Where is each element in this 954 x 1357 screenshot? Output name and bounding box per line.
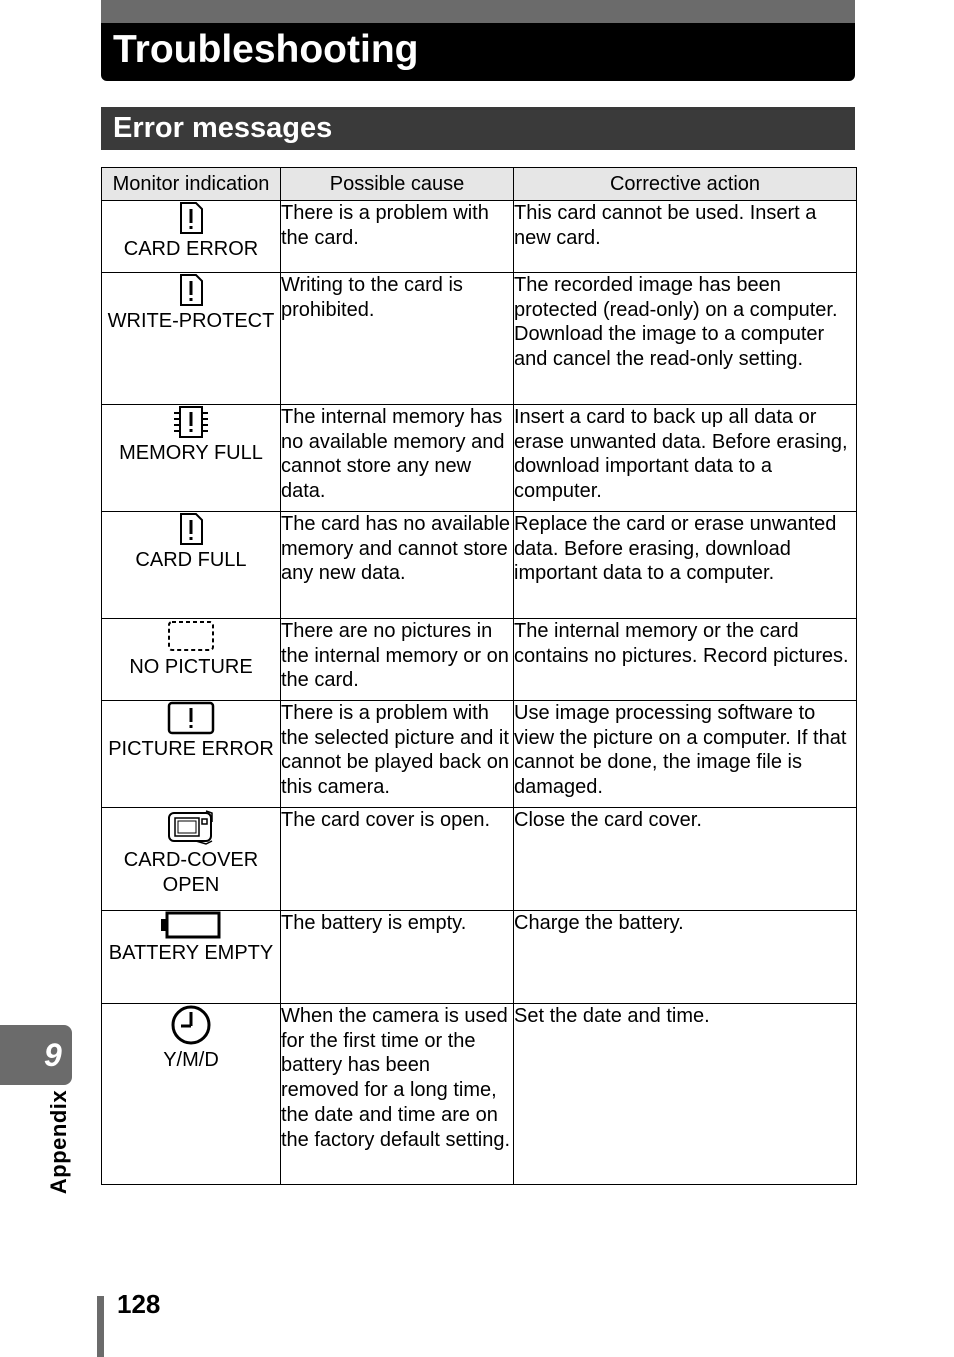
table-row <box>102 405 857 512</box>
section-heading-bar <box>101 107 855 150</box>
table-row <box>102 619 857 701</box>
column-header: Possible cause <box>281 168 514 201</box>
monitor-indication-cell: PICTURE ERROR <box>102 701 281 808</box>
card-cover-open-icon <box>166 808 216 846</box>
possible-cause-cell: When the camera is used for the first time or the battery has been removed for a long time, the date and time are on the factory default setting. <box>281 1004 514 1185</box>
table-row <box>102 512 857 619</box>
chapter-number: 9 <box>44 1037 62 1073</box>
table-row <box>102 201 857 273</box>
section-heading: Error messages <box>113 112 333 144</box>
monitor-indication-cell: MEMORY FULL <box>102 405 281 512</box>
page-number: 128 <box>117 1289 161 1319</box>
chapter-tab <box>0 1025 72 1085</box>
possible-cause-cell: The card has no available memory and cannot store any new data. <box>281 512 514 619</box>
possible-cause-cell: Writing to the card is prohibited. <box>281 273 514 405</box>
error-messages-table <box>101 167 857 1185</box>
monitor-indication-cell: CARD FULL <box>102 512 281 619</box>
possible-cause-cell: There are no pictures in the internal memory or on the card. <box>281 619 514 701</box>
page-title: Troubleshooting <box>113 28 419 71</box>
table-row <box>102 701 857 808</box>
table-row <box>102 1004 857 1185</box>
page-number-bar <box>97 1296 104 1357</box>
page-title-bar <box>101 0 855 81</box>
no-picture-icon <box>167 619 215 653</box>
monitor-indication-cell: Y/M/D <box>102 1004 281 1185</box>
column-header: Monitor indication <box>102 168 281 201</box>
possible-cause-cell: There is a problem with the card. <box>281 201 514 273</box>
possible-cause-cell: There is a problem with the selected picture and it cannot be played back on this camera. <box>281 701 514 808</box>
possible-cause-cell: The battery is empty. <box>281 911 514 1004</box>
corrective-action-cell: Use image processing software to view the picture on a computer. If that cannot be done, the image file is damaged. <box>514 701 857 808</box>
card-full-icon <box>178 512 204 546</box>
picture-error-icon <box>167 701 215 735</box>
monitor-indication-cell: NO PICTURE <box>102 619 281 701</box>
write-protect-icon <box>178 273 204 307</box>
table-row <box>102 808 857 911</box>
table-row <box>102 273 857 405</box>
corrective-action-cell: Replace the card or erase unwanted data. Before erasing, download important data to a computer. <box>514 512 857 619</box>
corrective-action-cell: Charge the battery. <box>514 911 857 1004</box>
chapter-label: Appendix <box>46 1089 71 1195</box>
corrective-action-cell: Set the date and time. <box>514 1004 857 1185</box>
corrective-action-cell: Insert a card to back up all data or erase unwanted data. Before erasing, download important data to a computer. <box>514 405 857 512</box>
table-header-row <box>102 168 857 201</box>
table-row <box>102 911 857 1004</box>
card-error-icon <box>178 201 204 235</box>
corrective-action-cell: The internal memory or the card contains no pictures. Record pictures. <box>514 619 857 701</box>
memory-full-icon <box>172 405 210 439</box>
monitor-indication-cell: BATTERY EMPTY <box>102 911 281 1004</box>
corrective-action-cell: This card cannot be used. Insert a new card. <box>514 201 857 273</box>
possible-cause-cell: The card cover is open. <box>281 808 514 911</box>
monitor-indication-cell: WRITE-PROTECT <box>102 273 281 405</box>
clock-icon <box>170 1004 212 1046</box>
monitor-indication-cell: CARD-COVER OPEN <box>102 808 281 911</box>
corrective-action-cell: The recorded image has been protected (read-only) on a computer. Download the image to a computer and cancel the read-only setting. <box>514 273 857 405</box>
battery-empty-icon <box>160 911 222 939</box>
possible-cause-cell: The internal memory has no available memory and cannot store any new data. <box>281 405 514 512</box>
column-header: Corrective action <box>514 168 857 201</box>
corrective-action-cell: Close the card cover. <box>514 808 857 911</box>
monitor-indication-cell: CARD ERROR <box>102 201 281 273</box>
